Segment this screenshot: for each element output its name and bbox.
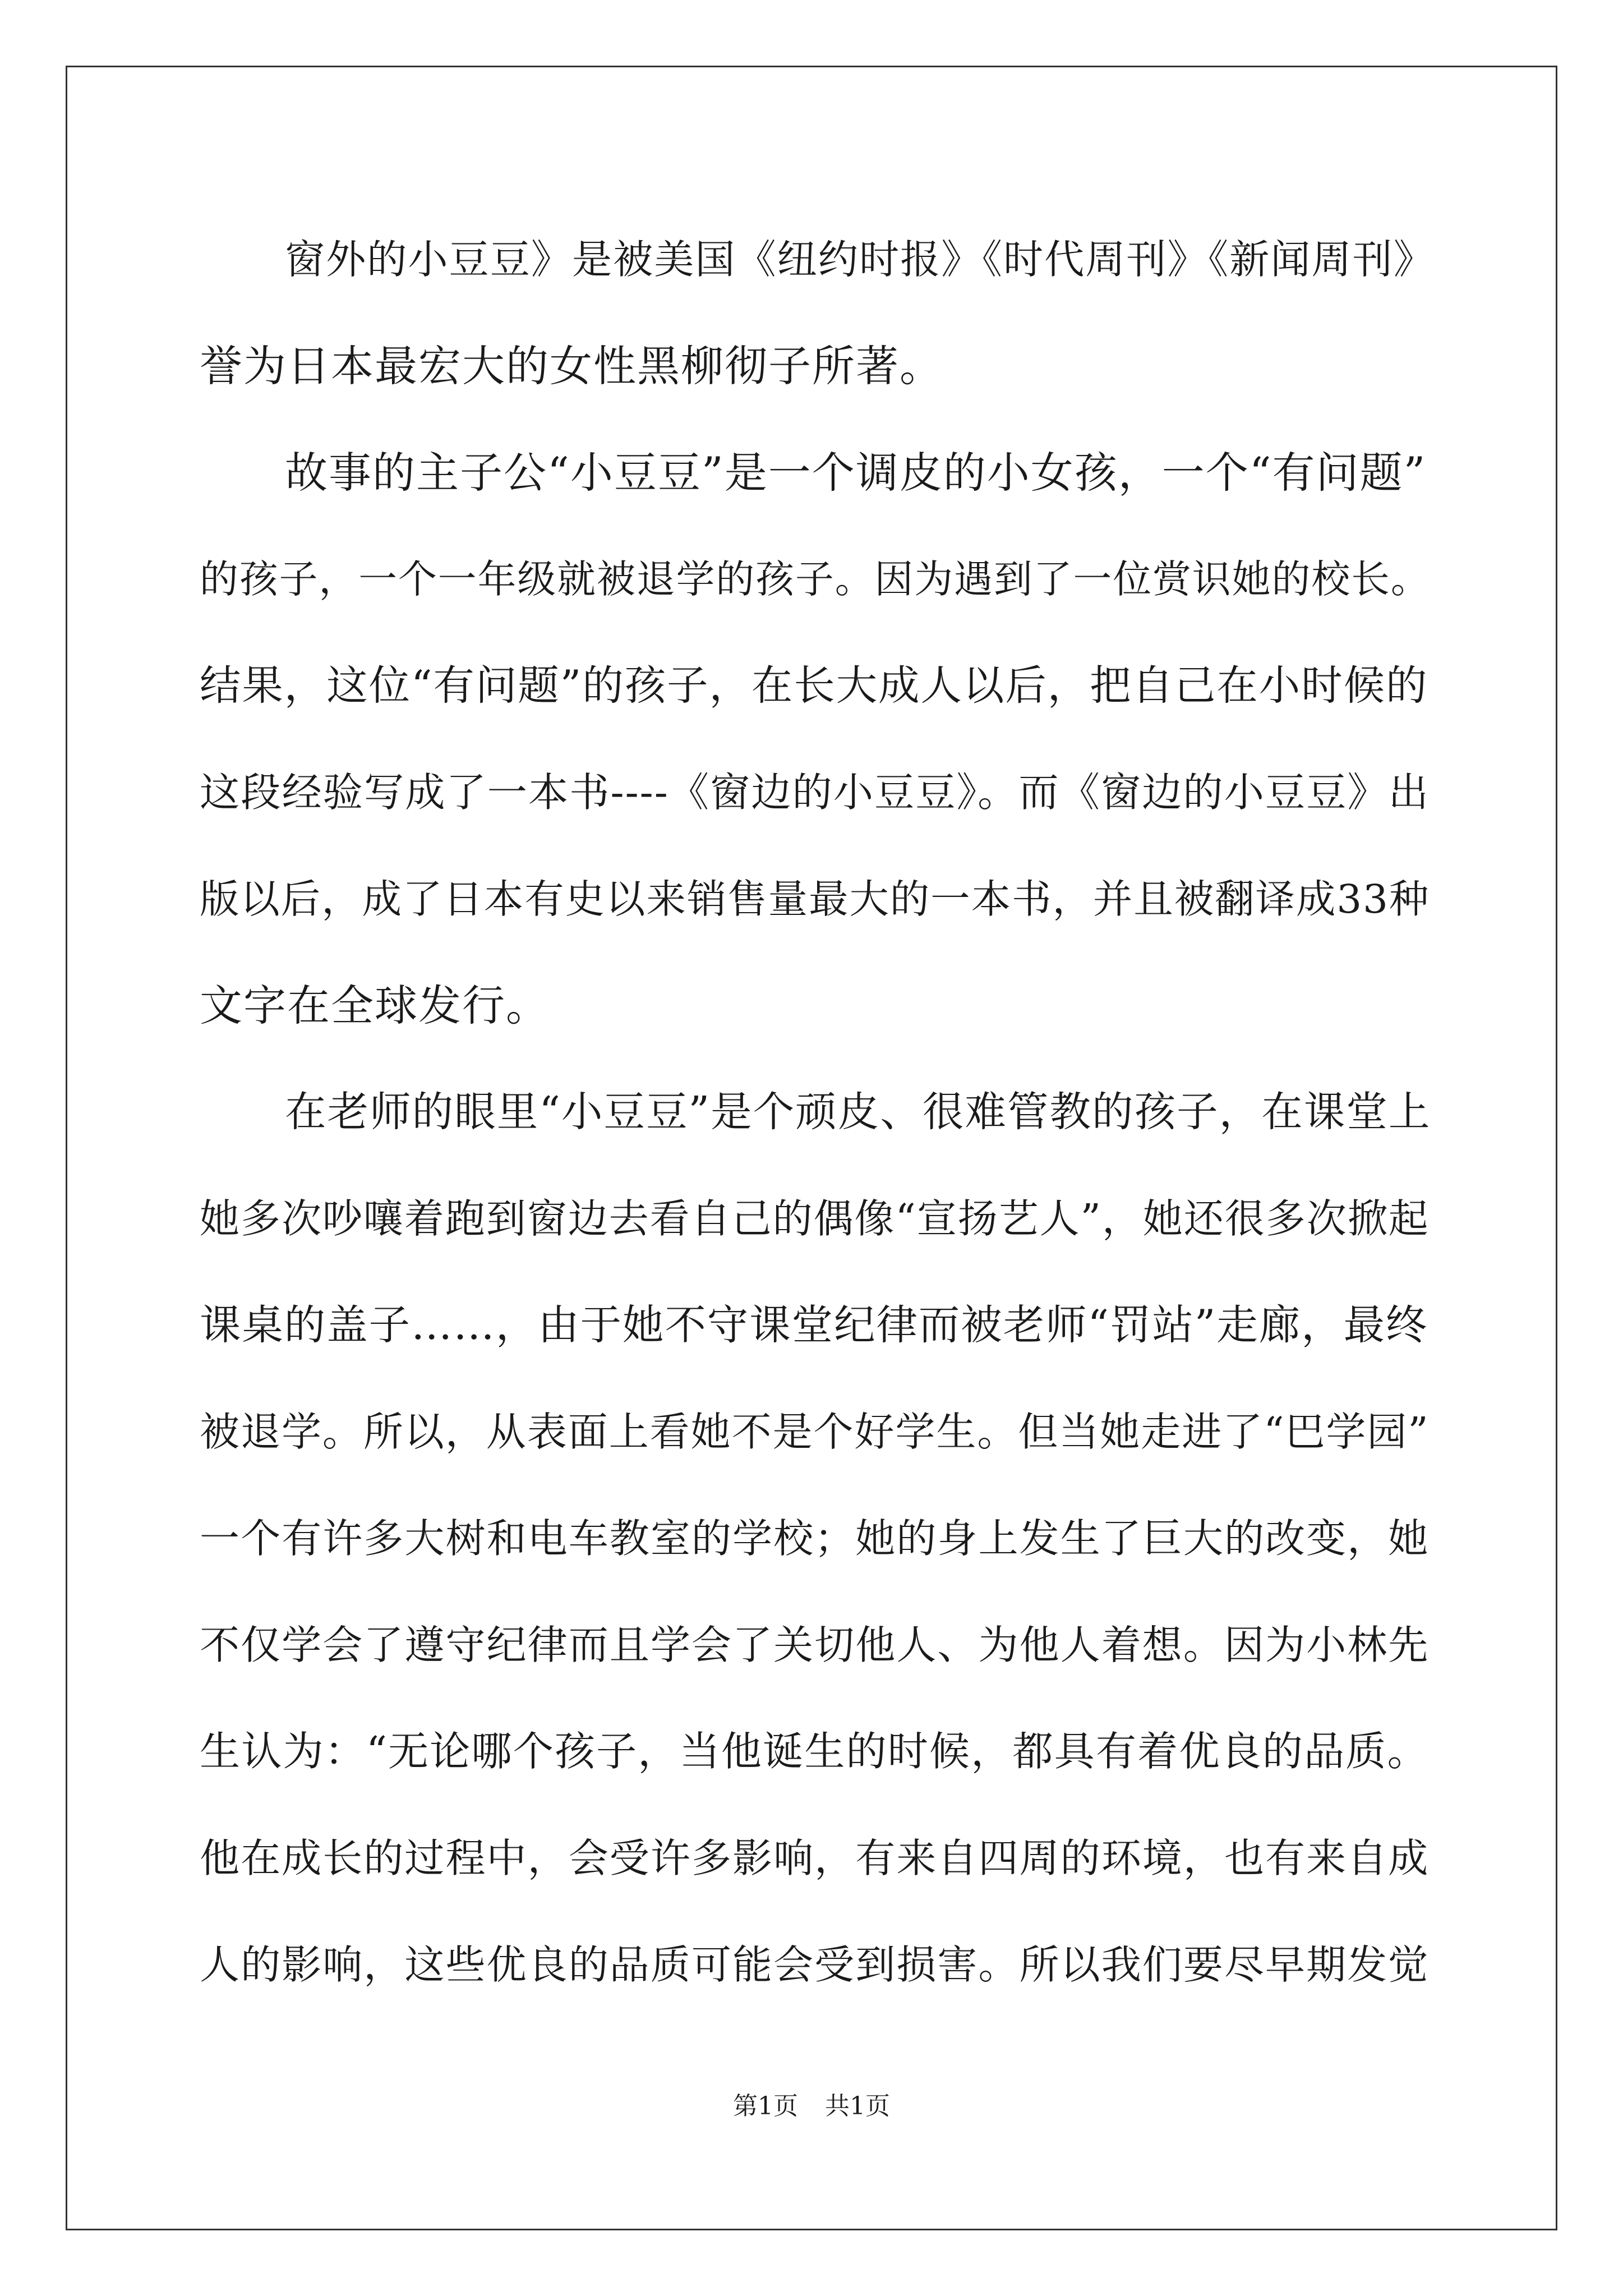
text-line: 故事的主子公“小豆豆”是一个调皮的小女孩，一个“有问题”	[285, 448, 1427, 498]
text-line: 人的影响，这些优良的品质可能会受到损害。所以我们要尽早期发觉	[200, 1941, 1430, 1988]
document-body	[200, 206, 1433, 2018]
text-line: 这段经验写成了一本书----《窗边的小豆豆》。而《窗边的小豆豆》出	[200, 769, 1430, 816]
text-line: 课桌的盖子……，由于她不守课堂纪律而被老师“罚站”走廊，最终	[200, 1301, 1428, 1349]
text-line: 誉为日本最宏大的女性黑柳彻子所著。	[200, 341, 943, 391]
text-line: 不仅学会了遵守纪律而且学会了关切他人、为他人着想。因为小林先	[200, 1622, 1430, 1668]
total-pages: 共1页	[825, 2092, 890, 2120]
text-line: 的孩子，一个一年级就被退学的孩子。因为遇到了一位赏识她的校长。	[200, 557, 1431, 602]
text-line: 她多次吵嚷着跑到窗边去看自己的偶像“宣扬艺人”，她还很多次掀起	[200, 1195, 1430, 1242]
text-line: 窗外的小豆豆》是被美国《纽约时报》《时代周刊》《新闻周刊》	[285, 236, 1435, 283]
text-line: 被退学。所以，从表面上看她不是个好学生。但当她走进了“巴学园”	[200, 1409, 1430, 1455]
text-line: 在老师的眼里“小豆豆”是个顽皮、很难管教的孩子，在课堂上	[285, 1088, 1431, 1136]
page-footer	[0, 2086, 1623, 2122]
text-line: 一个有许多大树和电车教室的学校；她的身上发生了巨大的改变，她	[200, 1515, 1430, 1562]
text-line: 文字在全球发行。	[200, 981, 550, 1030]
text-line: 生认为：“无论哪个孩子，当他诞生的时候，都具有着优良的品质。	[200, 1728, 1429, 1775]
text-line: 结果，这位“有问题”的孩子，在长大成人以后，把自己在小时候的	[200, 662, 1428, 710]
text-line: 他在成长的过程中，会受许多影响，有来自四周的环境，也有来自成	[200, 1835, 1430, 1881]
text-line: 版以后，成了日本有史以来销售量最大的一本书，并且被翻译成33种	[200, 876, 1430, 922]
page-number: 第1页	[733, 2092, 798, 2120]
